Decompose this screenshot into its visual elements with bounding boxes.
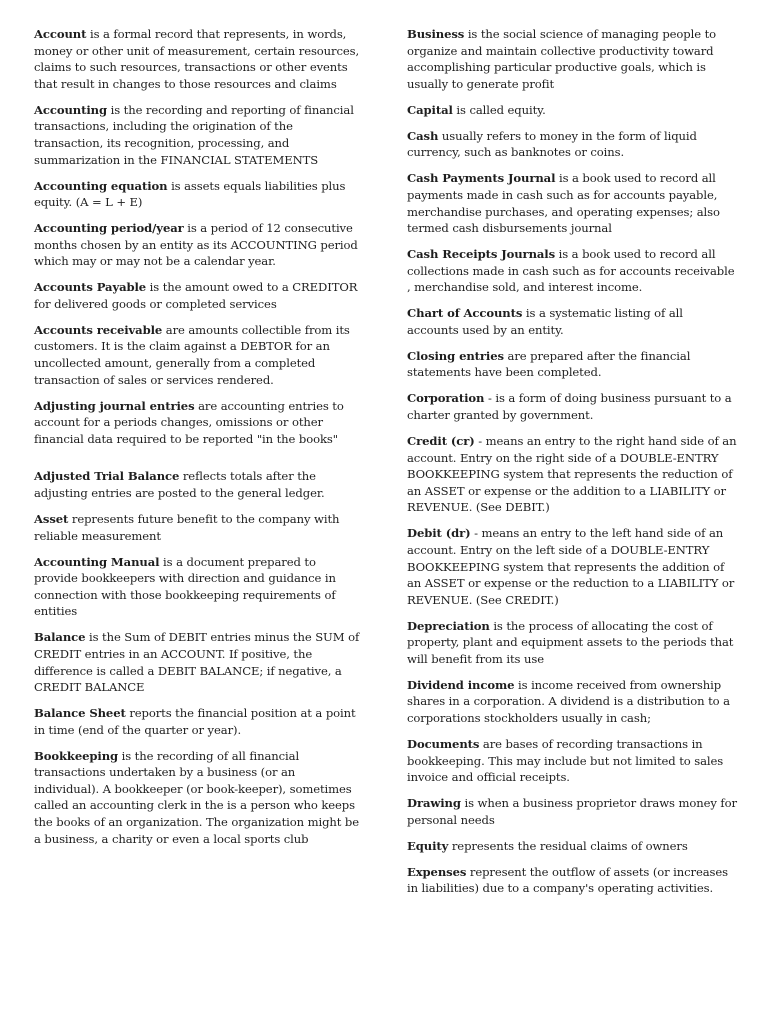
glossary-entry-cash-receipts-journals	[407, 246, 737, 296]
glossary-definition: are amounts collectible from its customers. It is the claim against a DEBTOR for an uncollected amount, generally from a completed transaction of sales or services rendered.	[34, 322, 350, 387]
glossary-definition: reports the financial position at a point in time (end of the quarter or year).	[34, 706, 356, 737]
glossary-definition: - means an entry to the left hand side of an account. Entry on the left side of a DOUBLE-ENTRY BOOKKEEPING system that represents the addition of an ASSET or expense or the reduction to a LIABILITY or REVENUE. (See CREDIT.)	[407, 526, 735, 607]
glossary-entry-accounts-payable	[34, 279, 362, 312]
glossary-entry-chart-of-accounts	[407, 305, 737, 338]
glossary-entry-balance	[34, 629, 362, 695]
glossary-term: Chart of Accounts	[407, 306, 523, 321]
glossary-definition: is the Sum of DEBIT entries minus the SUM of CREDIT entries in an ACCOUNT. If positive, the difference is called a DEBIT BALANCE; if negative, a CREDIT BALANCE	[34, 630, 360, 695]
glossary-term: Accounts Payable	[34, 280, 147, 295]
glossary-entry-dividend-income	[407, 677, 737, 727]
glossary-term: Corporation	[407, 391, 485, 406]
glossary-term: Depreciation	[407, 618, 490, 633]
glossary-entry-drawing	[407, 795, 737, 828]
glossary-definition: is a book used to record all payments made in cash such as for accounts payable, merchandise purchases, and operating expenses; also termed cash disbursements journal	[407, 171, 720, 236]
glossary-term: Accounting	[34, 102, 108, 117]
glossary-term: Cash Payments Journal	[407, 171, 556, 186]
glossary-definition: - is a form of doing business pursuant to a charter granted by government.	[407, 391, 732, 423]
glossary-definition: reflects totals after the adjusting entries are posted to the general ledger.	[34, 469, 325, 500]
glossary-definition: is income received from ownership shares in a corporation. A dividend is a distribution to a corporations stockholders usually in cash;	[407, 677, 730, 726]
glossary-term: Balance	[34, 630, 86, 645]
glossary-term: Accounting period/year	[34, 221, 184, 236]
glossary-term: Account	[34, 27, 87, 41]
glossary-definition: is a period of 12 consecutive months chosen by an entity as its ACCOUNTING period which may or may not be a calendar year.	[34, 221, 358, 269]
glossary-entry-accounting	[34, 102, 362, 168]
glossary-term: Accounting equation	[34, 178, 168, 193]
glossary-term: Accounts receivable	[34, 322, 163, 337]
glossary-definition: are accounting entries to account for a periods changes, omissions or other financial data required to be reported "in the books"	[34, 398, 344, 446]
glossary-entry-account	[34, 26, 362, 92]
glossary-definition: is the recording and reporting of financial transactions, including the origination of the transaction, its recognition, processing, and summarization in the FINANCIAL STATEMENTS	[34, 102, 354, 167]
glossary-term: Cash Receipts Journals	[407, 247, 556, 262]
glossary-term: Bookkeeping	[34, 748, 119, 763]
glossary-definition: represents the residual claims of owners	[448, 838, 688, 853]
glossary-left-column	[34, 26, 362, 857]
glossary-entry-equity	[407, 838, 737, 855]
glossary-term: Equity	[407, 838, 449, 853]
glossary-definition: is when a business proprietor draws money for personal needs	[407, 796, 737, 827]
glossary-entry-cash-payments-journal	[407, 170, 737, 236]
glossary-definition: are prepared after the financial statements have been completed.	[407, 348, 691, 380]
glossary-definition: is a systematic listing of all accounts used by an entity.	[407, 306, 683, 337]
glossary-definition: is assets equals liabilities plus equity. (A = L + E)	[34, 178, 346, 210]
glossary-entry-corporation	[407, 390, 737, 423]
glossary-entry-accounting-manual	[34, 554, 362, 620]
glossary-entry-closing-entries	[407, 348, 737, 381]
glossary-entry-accounting-period	[34, 220, 362, 270]
glossary-term: Business	[407, 27, 465, 41]
glossary-entry-cash	[407, 128, 737, 161]
glossary-definition: is the process of allocating the cost of property, plant and equipment assets to the periods that will benefit from its use	[407, 618, 734, 666]
glossary-term: Adjusted Trial Balance	[34, 469, 180, 484]
glossary-entry-credit	[407, 433, 737, 516]
glossary-entry-documents	[407, 736, 737, 786]
glossary-definition: is the amount owed to a CREDITOR for delivered goods or completed services	[34, 280, 358, 311]
glossary-definition: is a formal record that represents, in words, money or other unit of measurement, certain resources, claims to such resources, transactions or other events that result in changes to those resources and claims	[34, 27, 360, 91]
glossary-definition: represent the outflow of assets (or increases in liabilities) due to a company's operating activities.	[407, 864, 728, 896]
glossary-entry-adjusted-trial-balance	[34, 468, 362, 501]
glossary-entry-accounts-receivable	[34, 322, 362, 388]
glossary-definition: is called equity.	[452, 102, 546, 117]
glossary-entry-accounting-equation	[34, 178, 362, 211]
glossary-term: Asset	[34, 511, 69, 526]
glossary-term: Capital	[407, 102, 453, 117]
glossary-definition: are bases of recording transactions in bookkeeping. This may include but not limited to sales invoice and official receipts.	[407, 737, 724, 785]
glossary-term: Dividend income	[407, 677, 515, 692]
glossary-right-column	[407, 26, 737, 906]
glossary-entry-expenses	[407, 864, 737, 897]
glossary-term: Credit (cr)	[407, 434, 475, 448]
glossary-entry-business	[407, 26, 737, 92]
glossary-entry-debit	[407, 525, 737, 608]
glossary-term: Adjusting journal entries	[34, 398, 195, 413]
glossary-definition: usually refers to money in the form of liquid currency, such as banknotes or coins.	[407, 128, 697, 160]
glossary-entry-asset	[34, 511, 362, 544]
glossary-term: Debit (dr)	[407, 526, 471, 541]
glossary-entry-adjusting-journal-entries	[34, 398, 362, 448]
glossary-term: Balance Sheet	[34, 706, 126, 721]
glossary-definition: is the recording of all financial transactions undertaken by a business (or an individual). A bookkeeper (or book-keeper), sometimes called an accounting clerk in the is a person who keeps the books of an organization. The organization might be a business, a charity or even a local sports club	[34, 748, 359, 846]
glossary-term: Cash	[407, 128, 439, 143]
glossary-definition: - means an entry to the right hand side of an account. Entry on the right side of a DOUBLE-ENTRY BOOKKEEPING system that represents the reduction of an ASSET or expense or the addition to a LIABILITY or REVENUE. (See DEBIT.)	[407, 434, 737, 515]
glossary-term: Closing entries	[407, 348, 504, 363]
glossary-entry-depreciation	[407, 618, 737, 668]
glossary-term: Documents	[407, 737, 480, 752]
glossary-entry-balance-sheet	[34, 705, 362, 738]
glossary-definition: is a book used to record all collections made in cash such as for accounts receivable , merchandise sold, and interest income.	[407, 247, 735, 295]
glossary-entry-capital	[407, 102, 737, 119]
glossary-definition: is a document prepared to provide bookkeepers with direction and guidance in connection with those bookkeeping requirements of entities	[34, 554, 336, 619]
glossary-term: Expenses	[407, 864, 467, 879]
glossary-term: Drawing	[407, 796, 461, 811]
glossary-entry-bookkeeping	[34, 748, 362, 848]
glossary-definition: is the social science of managing people to organize and maintain collective productivity toward accomplishing particular productive goals, which is usually to generate profit	[407, 27, 717, 91]
glossary-definition: represents future benefit to the company with reliable measurement	[34, 511, 340, 543]
glossary-term: Accounting Manual	[34, 554, 160, 569]
